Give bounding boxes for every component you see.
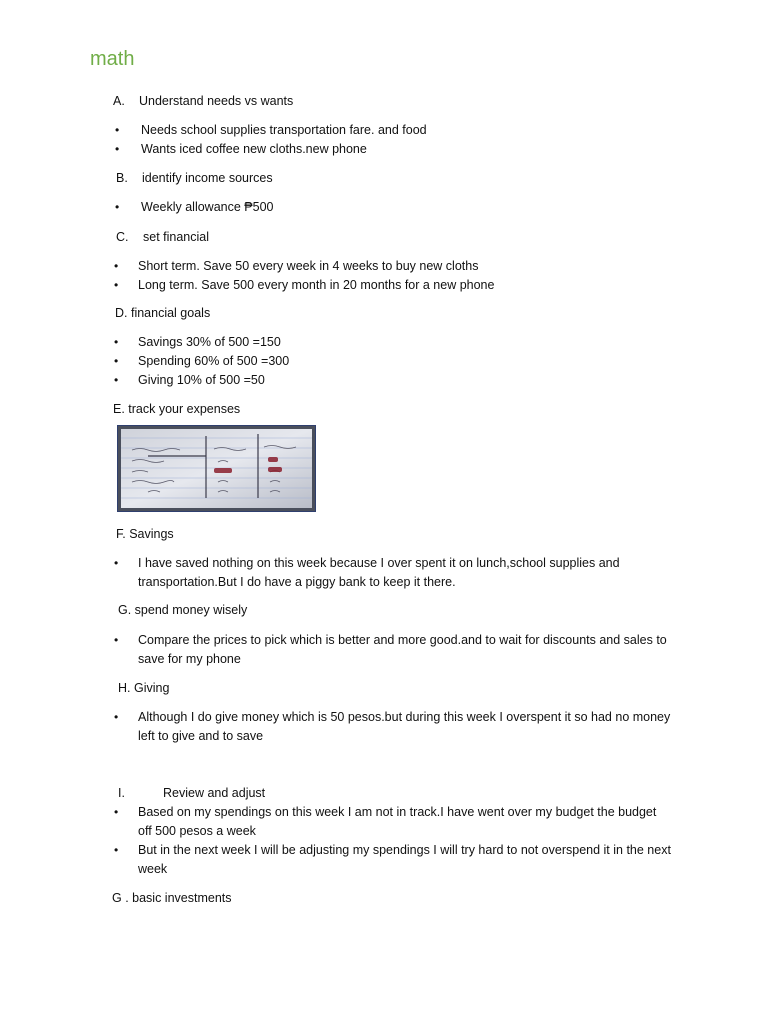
bullet-icon: • <box>114 259 119 273</box>
section-b-bullet-1: Weekly allowance ₱500 <box>141 200 274 214</box>
bullet-icon: • <box>114 556 119 570</box>
bullet-icon: • <box>114 335 119 349</box>
section-d-bullet-2: Spending 60% of 500 =300 <box>138 354 290 368</box>
section-f-bullet-1: I have saved nothing on this week because I over spent it on lunch,school supplies and transportation.But I do have a piggy bank to keep it there. <box>138 556 620 589</box>
section-c-heading: set financial <box>143 230 210 244</box>
section-i-marker: I. <box>118 786 125 800</box>
section-a-bullet-2: Wants iced coffee new cloths.new phone <box>141 142 367 156</box>
section-b-heading: identify income sources <box>142 171 273 185</box>
section-h-heading: H. Giving <box>118 681 170 695</box>
section-h-bullet-1: Although I do give money which is 50 pesos.but during this week I overspent it so had no money left to give and to save <box>138 710 671 743</box>
section-c-bullet-2: Long term. Save 500 every month in 20 months for a new phone <box>138 278 495 292</box>
section-b-marker: B. <box>116 171 128 185</box>
page-title: math <box>90 48 135 70</box>
section-c-marker: C. <box>116 230 129 244</box>
bullet-icon: • <box>114 373 119 387</box>
section-a-heading: Understand needs vs wants <box>139 94 294 108</box>
bullet-icon: • <box>114 278 119 292</box>
section-d-heading: D. financial goals <box>115 306 211 320</box>
section-d-bullet-3: Giving 10% of 500 =50 <box>138 373 265 387</box>
bullet-icon: • <box>115 200 120 214</box>
bullet-icon: • <box>114 843 119 857</box>
section-g-heading: G. spend money wisely <box>118 603 248 617</box>
section-g-bullet-1: Compare the prices to pick which is better and more good.and to wait for discounts and sales to save for my phone <box>138 633 667 666</box>
bullet-icon: • <box>114 633 119 647</box>
section-d-bullet-1: Savings 30% of 500 =150 <box>138 335 281 349</box>
section-f-heading: F. Savings <box>116 527 174 541</box>
bullet-icon: • <box>114 354 119 368</box>
section-g2-heading: G . basic investments <box>112 891 232 905</box>
bullet-icon: • <box>114 805 119 819</box>
section-i-heading: Review and adjust <box>163 786 266 800</box>
section-e-heading: E. track your expenses <box>113 402 241 416</box>
expense-table-photo <box>117 425 316 512</box>
section-i-bullet-1: Based on my spendings on this week I am not in track.I have went over my budget the budget off 500 pesos a week <box>138 805 657 838</box>
section-a-bullet-1: Needs school supplies transportation fare. and food <box>141 123 427 137</box>
section-a-marker: A. <box>113 94 125 108</box>
section-c-bullet-1: Short term. Save 50 every week in 4 weeks to buy new cloths <box>138 259 479 273</box>
bullet-icon: • <box>115 142 120 156</box>
section-i-bullet-2: But in the next week I will be adjusting my spendings I will try hard to not overspend it in the next week <box>138 843 671 876</box>
bullet-icon: • <box>114 710 119 724</box>
bullet-icon: • <box>115 123 120 137</box>
handwritten-expense-table-photo-icon <box>118 426 315 511</box>
